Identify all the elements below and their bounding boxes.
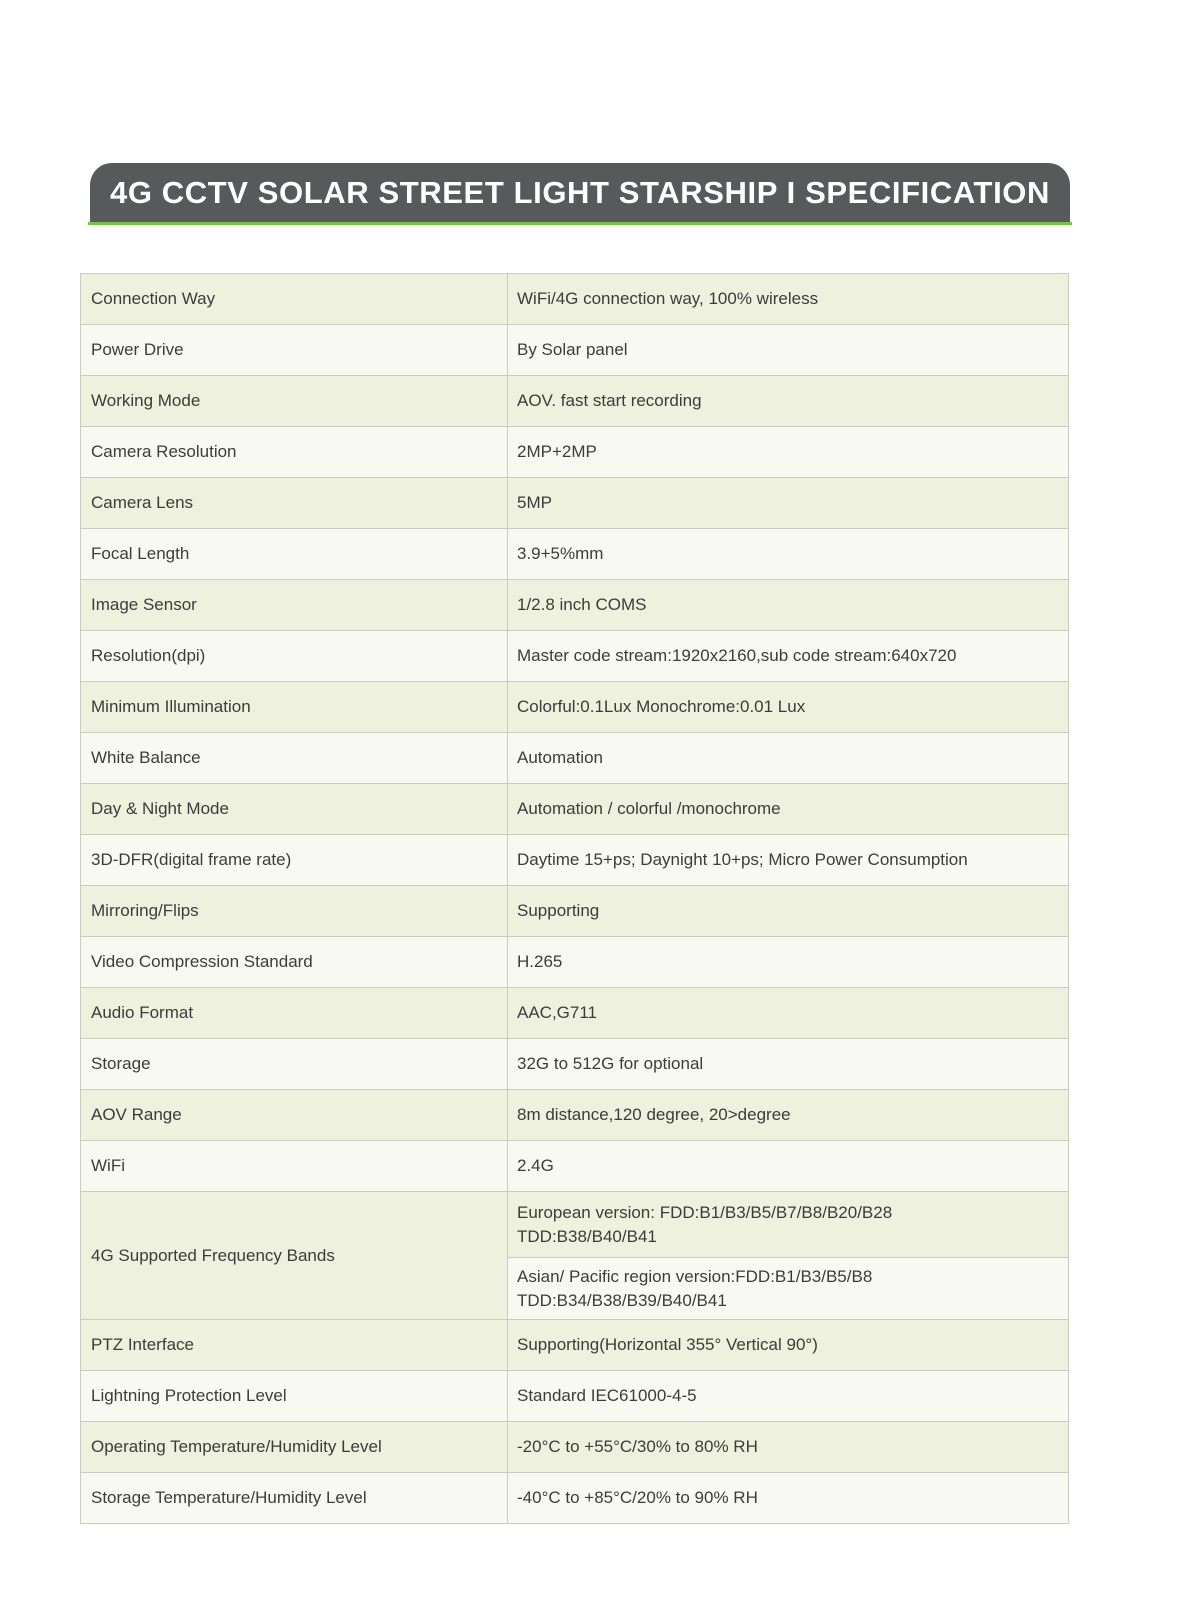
spec-label-cell: PTZ Interface	[81, 1320, 508, 1371]
spec-label-cell: 4G Supported Frequency Bands	[81, 1192, 508, 1320]
table-row	[81, 427, 1069, 478]
spec-label-cell: Day & Night Mode	[81, 784, 508, 835]
spec-label-cell: Lightning Protection Level	[81, 1371, 508, 1422]
spec-label-cell: Power Drive	[81, 325, 508, 376]
spec-label-cell: Minimum Illumination	[81, 682, 508, 733]
spec-label-cell: Video Compression Standard	[81, 937, 508, 988]
table-row	[81, 835, 1069, 886]
freq-asian-line1: Asian/ Pacific region version:FDD:B1/B3/B5/B8	[517, 1266, 873, 1286]
spec-value-cell: H.265	[508, 937, 1069, 988]
table-row	[81, 529, 1069, 580]
table-row	[81, 580, 1069, 631]
spec-label-cell: 3D-DFR(digital frame rate)	[81, 835, 508, 886]
table-row	[81, 1090, 1069, 1141]
spec-value-cell: Automation / colorful /monochrome	[508, 784, 1069, 835]
spec-label-cell: AOV Range	[81, 1090, 508, 1141]
spec-label-cell: Mirroring/Flips	[81, 886, 508, 937]
spec-label-cell: White Balance	[81, 733, 508, 784]
spec-label-cell: Storage Temperature/Humidity Level	[81, 1473, 508, 1524]
table-row	[81, 1141, 1069, 1192]
spec-value-cell: 2.4G	[508, 1141, 1069, 1192]
table-row	[81, 1039, 1069, 1090]
spec-label-cell: Connection Way	[81, 274, 508, 325]
table-row	[81, 733, 1069, 784]
spec-label-cell: Camera Resolution	[81, 427, 508, 478]
table-row	[81, 376, 1069, 427]
spec-value-cell: -40°C to +85°C/20% to 90% RH	[508, 1473, 1069, 1524]
page-title: 4G CCTV SOLAR STREET LIGHT STARSHIP I SPECIFICATION	[110, 174, 1050, 210]
spec-value-cell: 2MP+2MP	[508, 427, 1069, 478]
table-row-frequency-bands	[81, 1192, 1069, 1258]
spec-value-cell: 32G to 512G for optional	[508, 1039, 1069, 1090]
table-row	[81, 1473, 1069, 1524]
spec-value-cell: AAC,G711	[508, 988, 1069, 1039]
spec-value-cell-asian	[508, 1258, 1069, 1320]
spec-label-cell: WiFi	[81, 1141, 508, 1192]
spec-label-cell: Operating Temperature/Humidity Level	[81, 1422, 508, 1473]
spec-label-cell: Focal Length	[81, 529, 508, 580]
spec-value-cell: Daytime 15+ps; Daynight 10+ps; Micro Power Consumption	[508, 835, 1069, 886]
spec-value-cell: 3.9+5%mm	[508, 529, 1069, 580]
table-row	[81, 1371, 1069, 1422]
table-row	[81, 1320, 1069, 1371]
table-row	[81, 274, 1069, 325]
spec-value-cell: 1/2.8 inch COMS	[508, 580, 1069, 631]
specification-table	[80, 273, 1069, 1524]
freq-european-line2: TDD:B38/B40/B41	[517, 1226, 657, 1246]
spec-label-cell: Working Mode	[81, 376, 508, 427]
spec-value-cell: Automation	[508, 733, 1069, 784]
table-row	[81, 631, 1069, 682]
spec-value-cell: Master code stream:1920x2160,sub code stream:640x720	[508, 631, 1069, 682]
table-row	[81, 988, 1069, 1039]
spec-value-cell: Standard IEC61000-4-5	[508, 1371, 1069, 1422]
table-row	[81, 478, 1069, 529]
table-row	[81, 1422, 1069, 1473]
table-row	[81, 784, 1069, 835]
spec-label-cell: Resolution(dpi)	[81, 631, 508, 682]
table-row	[81, 886, 1069, 937]
spec-value-cell: Colorful:0.1Lux Monochrome:0.01 Lux	[508, 682, 1069, 733]
banner-green-underline	[88, 222, 1072, 225]
spec-label-cell: Storage	[81, 1039, 508, 1090]
table-row	[81, 937, 1069, 988]
spec-value-cell-european	[508, 1192, 1069, 1258]
spec-value-cell: By Solar panel	[508, 325, 1069, 376]
spec-label-cell: Audio Format	[81, 988, 508, 1039]
spec-title-banner	[90, 163, 1070, 222]
spec-value-cell: AOV. fast start recording	[508, 376, 1069, 427]
spec-value-cell: Supporting(Horizontal 355° Vertical 90°)	[508, 1320, 1069, 1371]
spec-label-cell: Image Sensor	[81, 580, 508, 631]
spec-value-cell: 5MP	[508, 478, 1069, 529]
spec-value-cell: 8m distance,120 degree, 20>degree	[508, 1090, 1069, 1141]
table-row	[81, 325, 1069, 376]
freq-asian-line2: TDD:B34/B38/B39/B40/B41	[517, 1290, 727, 1310]
spec-value-cell: Supporting	[508, 886, 1069, 937]
table-row	[81, 682, 1069, 733]
freq-european-line1: European version: FDD:B1/B3/B5/B7/B8/B20/B28	[517, 1202, 893, 1222]
spec-value-cell: -20°C to +55°C/30% to 80% RH	[508, 1422, 1069, 1473]
spec-label-cell: Camera Lens	[81, 478, 508, 529]
spec-value-cell: WiFi/4G connection way, 100% wireless	[508, 274, 1069, 325]
